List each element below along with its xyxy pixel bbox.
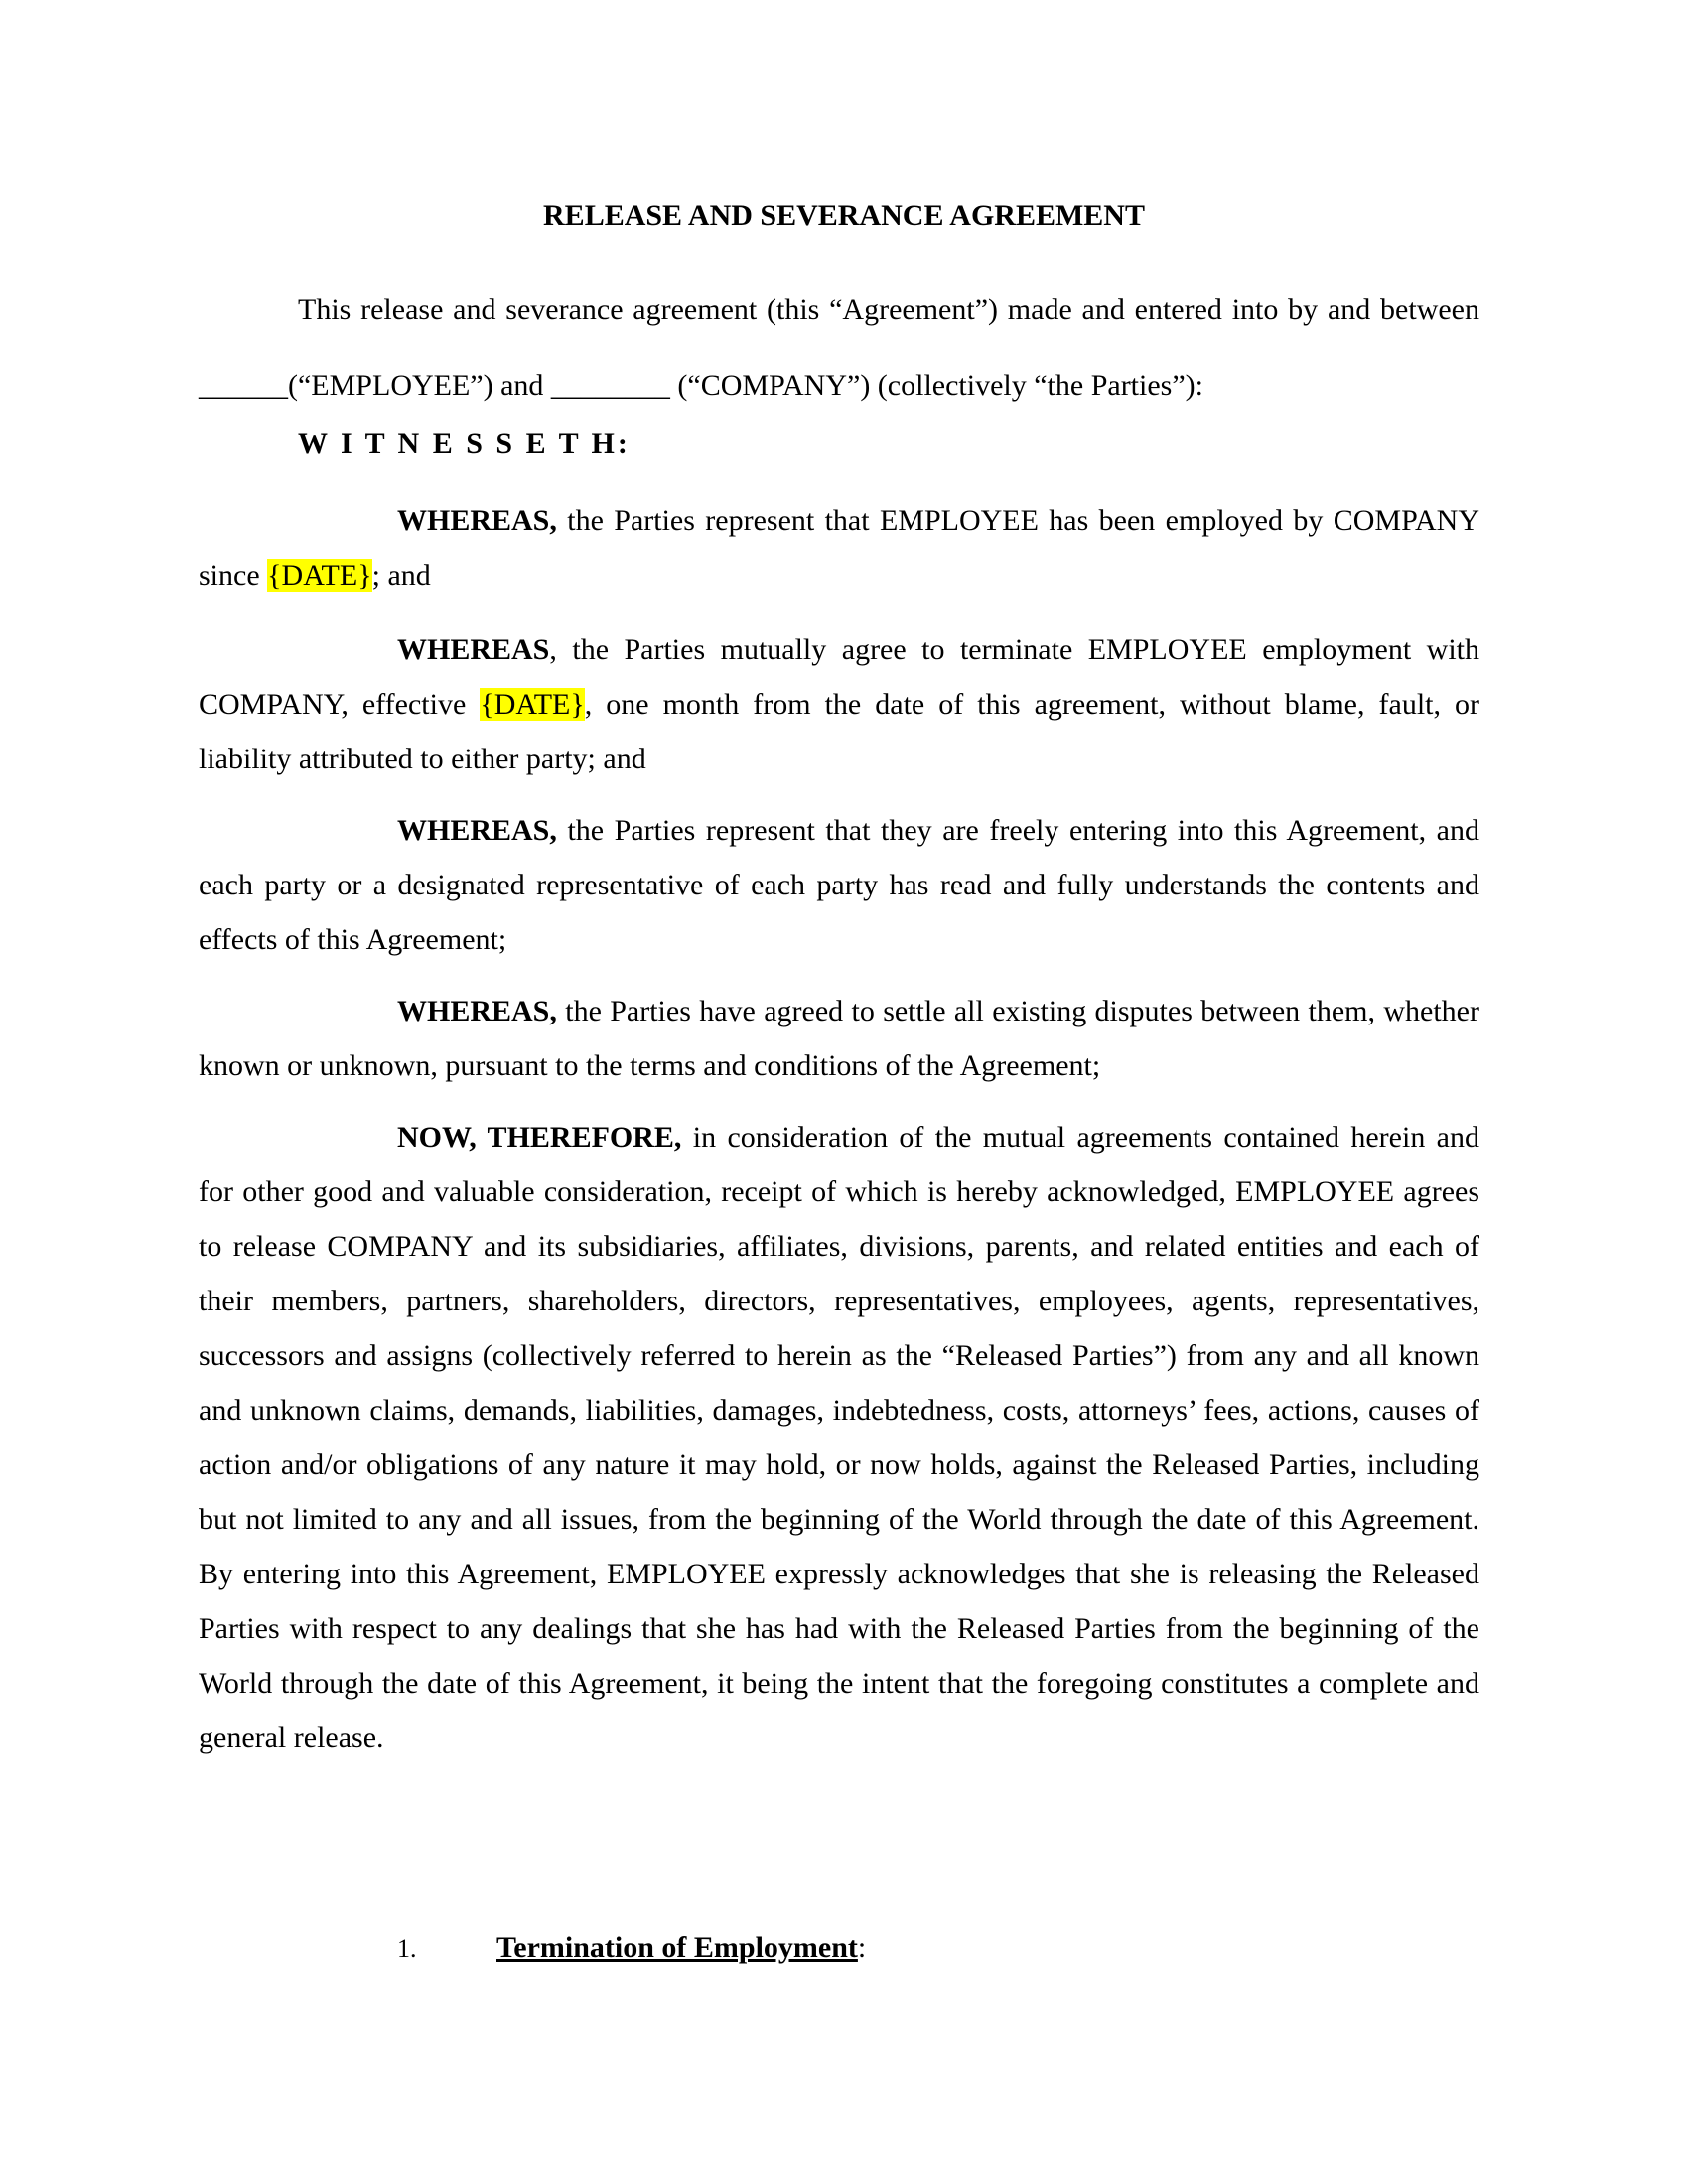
recital-text: the Parties represent that they are freely entering into this Agreement, and each party or a designated representative of each party has read and fully understands the contents and effects of this Agreement;: [199, 814, 1479, 956]
section-title: Termination of Employment: [496, 1931, 858, 1964]
recital-paragraph-2: [199, 622, 1479, 786]
recital-lead: NOW, THEREFORE,: [397, 1121, 682, 1154]
section-number: 1.: [397, 1934, 417, 1963]
recital-lead: WHEREAS,: [397, 504, 557, 537]
date-placeholder-highlight: {DATE}: [267, 559, 372, 592]
document-title: RELEASE AND SEVERANCE AGREEMENT: [543, 200, 1145, 232]
release-paragraph: [199, 1110, 1479, 1765]
recital-text: the Parties represent that EMPLOYEE has been employed by COMPANY since: [199, 504, 1479, 592]
recital-text: the Parties have agreed to settle all existing disputes between them, whether known or unknown, pursuant to the terms and conditions of the Agreement;: [199, 995, 1479, 1082]
recital-text: , the Parties mutually agree to terminate EMPLOYEE employment with COMPANY, effective: [199, 633, 1479, 721]
recital-paragraph-4: [199, 984, 1479, 1093]
intro-paragraph: This release and severance agreement (this “Agreement”) made and entered into by and between ______(“EMPLOYEE”) and ________ (“COMPANY”) (collectively “the Parties”):: [199, 293, 1479, 402]
section-title-colon: :: [857, 1931, 867, 1964]
recital-text-end: ; and: [371, 559, 431, 592]
recital-lead: WHEREAS,: [397, 814, 557, 847]
recital-lead: WHEREAS,: [397, 995, 557, 1027]
recital-paragraph-3: [199, 803, 1479, 967]
section-heading-1: [397, 1928, 866, 1969]
date-placeholder-highlight: {DATE}: [480, 688, 585, 721]
witnesseth-heading: W I T N E S S E T H:: [298, 427, 631, 460]
recital-lead: WHEREAS: [397, 633, 550, 666]
recital-paragraph-1: [199, 493, 1479, 603]
recital-text-end: , one month from the date of this agreement, without blame, fault, or liability attributed to either party; and: [199, 688, 1479, 775]
recital-text: in consideration of the mutual agreements contained herein and for other good and valuable consideration, receipt of which is hereby acknowledged, EMPLOYEE agrees to release COMPANY and its subsidiaries, affiliates, divisions, parents, and related entities and each of their members, partners, shareholders, directors, representatives, employees, agents, representatives, successors and assigns (collectively referred to herein as the “Released Parties”) from any and all known and unknown claims, demands, liabilities, damages, indebtedness, costs, attorneys’ fees, actions, causes of action and/or obligations of any nature it may hold, or now holds, against the Released Parties, including but not limited to any and all issues, from the beginning of the World through the date of this Agreement. By entering into this Agreement, EMPLOYEE expressly acknowledges that she is releasing the Released Parties with respect to any dealings that she has had with the Released Parties from the beginning of the World through the date of this Agreement, it being the intent that the foregoing constitutes a complete and general release.: [199, 1121, 1479, 1754]
